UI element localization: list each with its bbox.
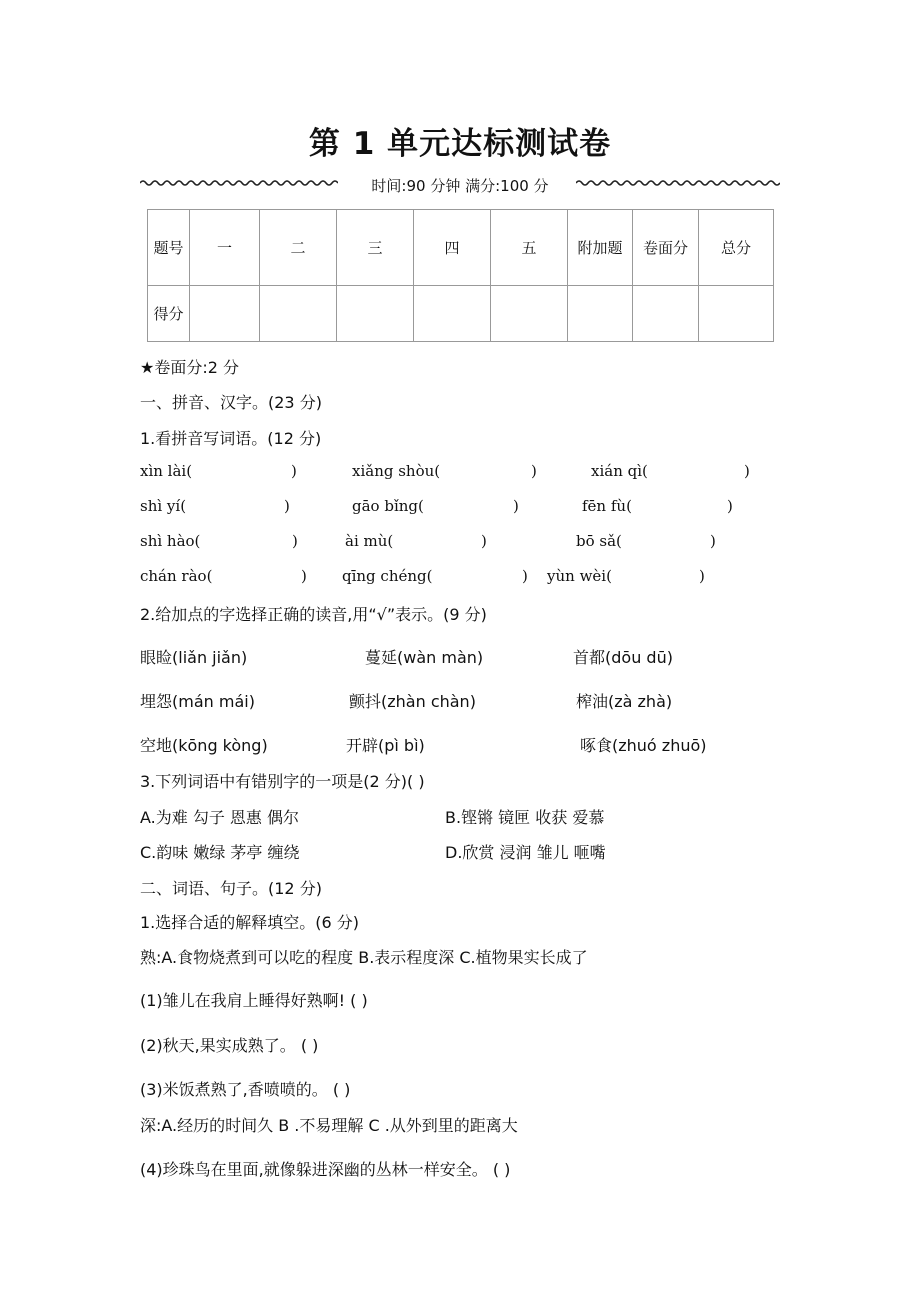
score-table-score-row xyxy=(148,286,774,342)
score-cell-4[interactable] xyxy=(414,286,491,342)
sentence-1: (1)雏儿在我肩上睡得好熟啊! ( ) xyxy=(140,991,368,1010)
pinyin-close: ) xyxy=(699,567,705,585)
definition-shu: 熟:A.食物烧煮到可以吃的程度 B.表示程度深 C.植物果实长成了 xyxy=(140,948,588,967)
q2-title: 2.给加点的字选择正确的读音,用“√”表示。(9 分) xyxy=(140,605,487,624)
title-divider-right xyxy=(576,179,780,187)
score-header-cell: 总分 xyxy=(699,210,774,286)
pinyin-item: xián qì( xyxy=(591,462,648,480)
reading-item: 埋怨(mán mái) xyxy=(140,692,255,711)
pinyin-close: ) xyxy=(292,532,298,550)
pinyin-item: ài mù( xyxy=(345,532,394,550)
score-cell-neatness[interactable] xyxy=(633,286,699,342)
score-cell-3[interactable] xyxy=(337,286,414,342)
reading-item: 榨油(zà zhà) xyxy=(576,692,673,711)
pinyin-item: xiǎng shòu( xyxy=(352,462,441,480)
pinyin-close: ) xyxy=(284,497,290,515)
reading-item: 开辟(pì bì) xyxy=(346,736,425,755)
reading-item: 蔓延(wàn màn) xyxy=(365,648,484,667)
q1-title: 1.看拼音写词语。(12 分) xyxy=(140,429,322,448)
neatness-note: ★卷面分:2 分 xyxy=(140,358,240,377)
s2-q1-title: 1.选择合适的解释填空。(6 分) xyxy=(140,913,360,932)
score-cell-total[interactable] xyxy=(699,286,774,342)
score-header-cell: 二 xyxy=(260,210,337,286)
score-header-cell: 卷面分 xyxy=(633,210,699,286)
definition-shen: 深:A.经历的时间久 B .不易理解 C .从外到里的距离大 xyxy=(140,1116,518,1135)
sentence-3: (3)米饭煮熟了,香喷喷的。 ( ) xyxy=(140,1080,351,1099)
pinyin-item: qīng chéng( xyxy=(342,567,433,585)
score-header-cell: 附加题 xyxy=(568,210,633,286)
score-table-header-row xyxy=(148,210,774,286)
score-cell-1[interactable] xyxy=(190,286,260,342)
q3-title: 3.下列词语中有错别字的一项是(2 分)( ) xyxy=(140,772,425,791)
reading-item: 啄食(zhuó zhuō) xyxy=(580,736,707,755)
score-header-cell: 三 xyxy=(337,210,414,286)
reading-item: 颤抖(zhàn chàn) xyxy=(349,692,476,711)
pinyin-item: fēn fù( xyxy=(582,497,632,515)
reading-item: 空地(kōng kòng) xyxy=(140,736,268,755)
sentence-4: (4)珍珠鸟在里面,就像躲进深幽的丛林一样安全。 ( ) xyxy=(140,1160,511,1179)
page-title: 第 1 单元达标测试卷 xyxy=(308,126,612,162)
pinyin-close: ) xyxy=(522,567,528,585)
q3-option-b: B.铿锵 镜匣 收获 爱慕 xyxy=(445,808,605,827)
reading-item: 首都(dōu dū) xyxy=(573,648,673,667)
section2-title: 二、词语、句子。(12 分) xyxy=(140,879,322,898)
pinyin-close: ) xyxy=(727,497,733,515)
score-cell-5[interactable] xyxy=(491,286,568,342)
score-cell-extra[interactable] xyxy=(568,286,633,342)
pinyin-item: xìn lài( xyxy=(140,462,193,480)
section1-title: 一、拼音、汉字。(23 分) xyxy=(140,393,322,412)
sentence-2: (2)秋天,果实成熟了。 ( ) xyxy=(140,1036,319,1055)
pinyin-item: bō sǎ( xyxy=(576,532,622,550)
score-header-cell: 一 xyxy=(190,210,260,286)
reading-item: 眼睑(liǎn jiǎn) xyxy=(140,648,248,667)
score-cell-2[interactable] xyxy=(260,286,337,342)
pinyin-item: shì hào( xyxy=(140,532,201,550)
pinyin-item: gāo bǐng( xyxy=(352,497,424,515)
score-row-label: 得分 xyxy=(148,286,190,342)
score-header-cell: 五 xyxy=(491,210,568,286)
q3-option-c: C.韵味 嫩绿 茅亭 缠绕 xyxy=(140,843,300,862)
q3-option-d: D.欣赏 浸润 雏儿 咂嘴 xyxy=(445,843,606,862)
time-info: 时间:90 分钟 满分:100 分 xyxy=(371,177,549,195)
score-header-cell: 四 xyxy=(414,210,491,286)
pinyin-close: ) xyxy=(744,462,750,480)
pinyin-item: yùn wèi( xyxy=(547,567,612,585)
q3-option-a: A.为难 勾子 恩惠 偶尔 xyxy=(140,808,300,827)
pinyin-item: shì yí( xyxy=(140,497,187,515)
pinyin-close: ) xyxy=(531,462,537,480)
pinyin-close: ) xyxy=(291,462,297,480)
pinyin-close: ) xyxy=(513,497,519,515)
pinyin-close: ) xyxy=(481,532,487,550)
score-header-cell: 题号 xyxy=(148,210,190,286)
pinyin-close: ) xyxy=(301,567,307,585)
score-table xyxy=(147,209,774,342)
pinyin-close: ) xyxy=(710,532,716,550)
pinyin-item: chán rào( xyxy=(140,567,213,585)
